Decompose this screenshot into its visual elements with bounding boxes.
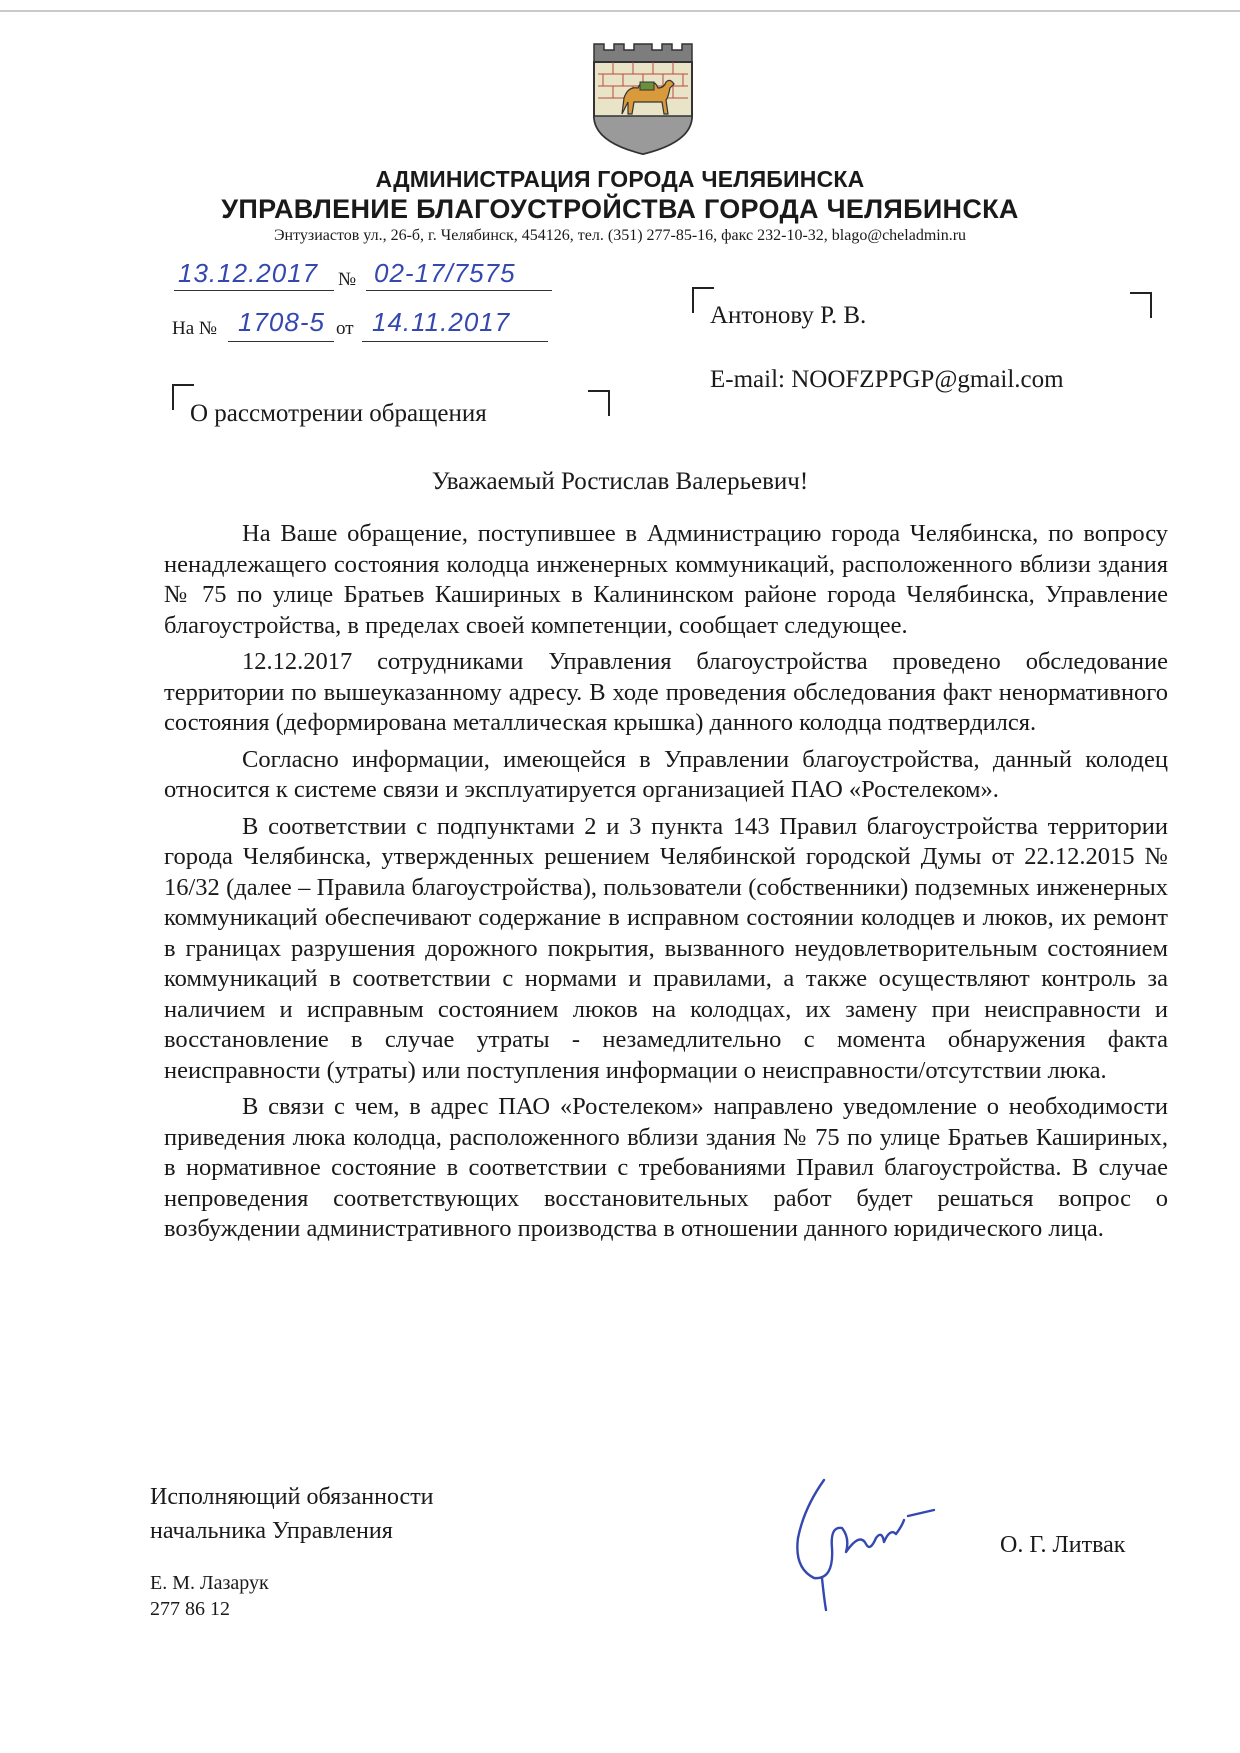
body-paragraph: В связи с чем, в адрес ПАО «Ростелеком» направлено уведомление о необходимости приведения люка колодца, расположенного вблизи здания № 75 по улице Братьев Кашириных, в нормативное состояние в соответствии с требованиями Правил благоустройства. В случае непроведения соответствующих восстановительных работ будет решаться вопрос о возбуждении административного производства в отношении данного юридического лица.	[164, 1093, 1168, 1242]
letter-subject: О рассмотрении обращения	[190, 400, 487, 427]
executor-name: Е. М. Лазарук	[150, 1572, 269, 1594]
executor-phone: 277 86 12	[150, 1598, 230, 1620]
reply-number-line	[228, 307, 334, 342]
signatory-title-line2: начальника Управления	[150, 1518, 393, 1544]
reply-number: 1708-5	[238, 307, 325, 337]
letter-body	[164, 519, 1168, 1251]
registration-number-line	[366, 258, 552, 291]
scan-top-edge	[0, 10, 1240, 12]
registration-number: 02-17/7575	[374, 258, 516, 288]
department-name: УПРАВЛЕНИЕ БЛАГОУСТРОЙСТВА ГОРОДА ЧЕЛЯБИНСКА	[221, 194, 1019, 224]
signatory-title	[150, 1480, 434, 1548]
reply-date-line	[362, 307, 548, 342]
reply-from-label: от	[336, 318, 354, 339]
subject-corner-right	[588, 390, 610, 416]
handwritten-signature	[784, 1468, 944, 1618]
coat-of-arms-emblem	[588, 38, 698, 156]
signatory-name: О. Г. Литвак	[1000, 1532, 1126, 1558]
body-paragraph: На Ваше обращение, поступившее в Администрацию города Челябинска, по вопросу ненадлежащего состояния колодца инженерных коммуникаций, расположенного вблизи здания № 75 по улице Братьев Кашириных в Калининском районе города Челябинска, Управление благоустройства, в пределах своей компетенции, сообщает следующее.	[164, 520, 1168, 639]
registration-date-line	[174, 258, 334, 291]
signatory-title-line1: Исполняющий обязанности	[150, 1484, 434, 1510]
addressee-email: E-mail: NOOFZPPGP@gmail.com	[710, 366, 1064, 393]
executor-info	[150, 1570, 269, 1622]
greeting: Уважаемый Ростислав Валерьевич!	[431, 468, 809, 495]
addressee-name: Антонову Р. В.	[710, 302, 867, 329]
body-paragraph: 12.12.2017 сотрудниками Управления благоустройства проведено обследование территории по вышеуказанному адресу. В ходе проведения обследования факт ненормативного состояния (деформирована металлическая крышка) данного колодца подтвердился.	[164, 648, 1168, 736]
registration-number-label: №	[338, 269, 357, 290]
registration-date: 13.12.2017	[178, 258, 319, 288]
organization-name: АДМИНИСТРАЦИЯ ГОРОДА ЧЕЛЯБИНСКА	[375, 166, 865, 192]
reply-number-label: На №	[172, 318, 218, 339]
reply-date: 14.11.2017	[372, 307, 511, 337]
addressee-corner-right	[1130, 292, 1152, 318]
department-address: Энтузиастов ул., 26-б, г. Челябинск, 454126, тел. (351) 277-85-16, факс 232-10-32, blago@cheladmin.ru	[273, 227, 967, 244]
body-paragraph: Согласно информации, имеющейся в Управлении благоустройства, данный колодец относится к системе связи и эксплуатируется организацией ПАО «Ростелеком».	[164, 745, 1168, 803]
body-paragraph: В соответствии с подпунктами 2 и 3 пункта 143 Правил благоустройства территории города Челябинска, утвержденных решением Челябинской городской Думы от 22.12.2015 № 16/32 (далее – Правила благоустройства), пользователи (собственники) подземных инженерных коммуникаций обеспечивают содержание в исправном состоянии колодцев и люков, их ремонт в границах разрушения дорожного покрытия, вызванного неудовлетворительным состоянием коммуникаций в соответствии с нормами и правилами, а также осуществляют контроль за наличием и исправным состоянием люков на колодцах, их замену при неисправности и восстановление в случае утраты - незамедлительно с момента обнаружения факта неисправности (утраты) или поступления информации о неисправности/отсутствии люка.	[164, 812, 1168, 1084]
